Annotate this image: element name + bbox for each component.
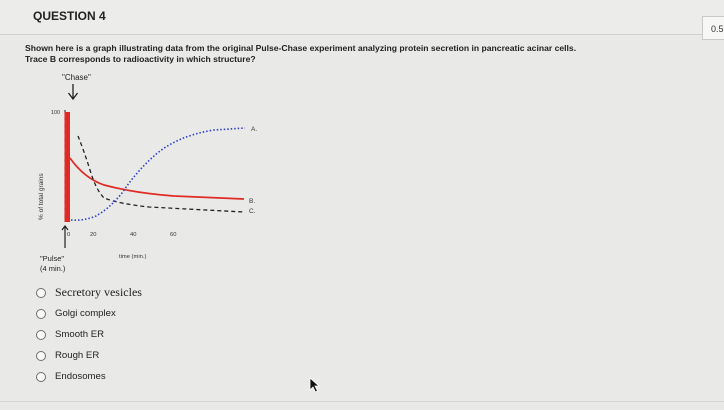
question-prompt	[25, 43, 715, 65]
option-endosomes[interactable]	[36, 366, 142, 387]
answer-options	[36, 282, 142, 387]
option-golgi-complex[interactable]	[36, 303, 142, 324]
x-axis-label: time (min.)	[119, 254, 147, 260]
radio-button-icon[interactable]	[36, 351, 46, 361]
option-label: Smooth ER	[55, 329, 105, 340]
trace-a-label: A.	[251, 126, 258, 133]
trace-c-label: C.	[249, 208, 256, 215]
option-smooth-er[interactable]	[36, 324, 142, 345]
option-label: Rough ER	[55, 350, 100, 361]
trace-b-line	[70, 158, 244, 199]
y-tick-100: 100	[51, 110, 60, 116]
radio-button-icon[interactable]	[36, 330, 46, 340]
mouse-pointer-icon	[309, 377, 321, 393]
radio-button-icon[interactable]	[36, 309, 46, 319]
trace-a-line	[71, 128, 245, 220]
option-label: Secretory vesicles	[55, 285, 142, 299]
pulse-bar	[65, 112, 71, 222]
question-header	[0, 0, 724, 35]
x-tick-20: 20	[90, 232, 97, 238]
pulse-duration: (4 min.)	[40, 264, 66, 273]
y-axis-label: % of total grains	[38, 173, 45, 220]
option-rough-er[interactable]	[36, 345, 142, 366]
chase-arrow-icon	[69, 84, 78, 99]
points-badge: 0.5	[702, 16, 724, 40]
x-tick-40: 40	[130, 232, 137, 238]
question-title: QUESTION 4	[33, 9, 106, 23]
option-secretory-vesicles[interactable]	[36, 282, 142, 303]
radio-button-icon[interactable]	[36, 288, 46, 298]
trace-b-label: B.	[249, 198, 256, 205]
prompt-line-2: Trace B corresponds to radioactivity in which structure?	[25, 54, 256, 64]
option-label: Endosomes	[55, 371, 106, 382]
chase-label: "Chase"	[62, 73, 91, 82]
pulse-chase-figure	[24, 68, 284, 280]
pulse-label: "Pulse"	[40, 254, 65, 263]
x-tick-60: 60	[170, 232, 177, 238]
radio-button-icon[interactable]	[36, 372, 46, 382]
prompt-line-1: Shown here is a graph illustrating data from the original Pulse-Chase experiment analyzing protein secretion in pancreatic acinar cells.	[25, 43, 577, 53]
option-label: Golgi complex	[55, 308, 116, 319]
pulse-chase-graph	[24, 68, 284, 280]
trace-c-line	[78, 136, 244, 212]
x-tick-0: 0	[67, 232, 71, 238]
divider	[0, 401, 724, 402]
